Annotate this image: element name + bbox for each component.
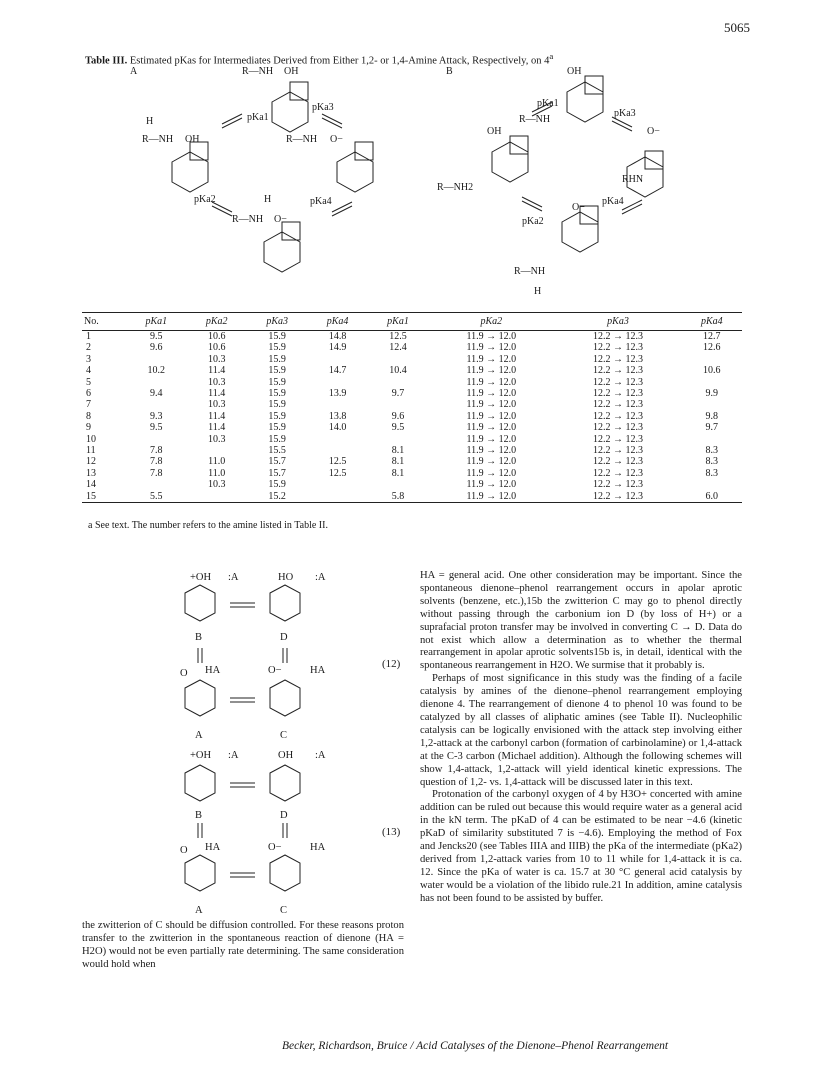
scheme-a-amine-top: R—NH [242, 66, 274, 77]
table-cell: 12.2 → 12.3 [593, 422, 643, 434]
table-cell: 11.9 → 12.0 [466, 433, 517, 445]
table-cell: 11.4 [208, 365, 226, 377]
scheme-b-pka2: pKa2 [522, 216, 544, 227]
running-footer: Becker, Richardson, Bruice / Acid Catalyses of the Dienone–Phenol Rearrangement [282, 1040, 669, 1052]
eq12-label-c: C [280, 730, 288, 741]
table-cell: 14.7 [328, 365, 347, 377]
table-cell [368, 377, 428, 388]
table-row [82, 342, 742, 353]
table-cell: 9.5 [150, 331, 163, 342]
table-cell [307, 479, 367, 490]
table-cell: 12.2 → 12.3 [593, 433, 643, 445]
table-cell: 11.9 → 12.0 [428, 491, 554, 503]
table-cell: 12.2 → 12.3 [593, 479, 643, 491]
table-cell: 12.2 → 12.3 [593, 331, 643, 342]
scheme-a-h-left: H [146, 116, 154, 127]
table-cell: 15.9 [268, 376, 286, 388]
eq13-label-a: A [195, 905, 203, 916]
eq13-ha-1: HA [205, 842, 221, 853]
scheme-b-ominus-bottom: O− [572, 202, 585, 213]
table-cell: 11.9 → 12.0 [466, 353, 517, 365]
scheme-b-rhn: RHN [622, 174, 644, 185]
pka-table [82, 312, 742, 503]
table-cell: 11.9 → 12.0 [466, 422, 517, 434]
table-cell: 15.7 [268, 467, 286, 479]
table-row [82, 422, 742, 433]
eq13-colon-a-1: :A [228, 750, 239, 761]
table-cell: 11.9 → 12.0 [466, 365, 517, 377]
pka-table-header: pKa3 [554, 313, 681, 331]
table-cell: 9.7 [391, 388, 405, 400]
table-cell: 9.7 [705, 422, 719, 434]
table-cell: 5.5 [126, 491, 186, 503]
table-cell [307, 399, 367, 410]
table-cell: 8.3 [705, 467, 719, 479]
pka-table-header: pKa3 [247, 313, 307, 331]
scheme-a-pka3: pKa3 [312, 102, 334, 113]
table-cell: 12.2 → 12.3 [593, 410, 643, 422]
scheme-a-pka1: pKa1 [247, 112, 269, 123]
table-cell: 15.9 [268, 399, 286, 411]
paragraph: HA = general acid. One other consideration may be important. Since the spontaneous dienone–phenol rearrangement occurs in apolar aprotic solvents (benzene, etc.),15b the zwitterion C may go to phenol directly without passing through the carbonium ion D (by loss of H+) or a suprafacial proton transfer may be involved in converting C → D. Data do not exist which allow a determination as to whether the thermal rearrangement in apolar aprotic solvents15b is, in detail, identical with the spontaneous rearrangement in H2O. We surmise that it probably is. [420, 570, 742, 672]
table-cell: 8.1 [391, 456, 405, 468]
table-caption-note-marker: a [549, 51, 554, 61]
table-cell [126, 377, 186, 388]
table-footnote: a See text. The number refers to the amine listed in Table II. [88, 520, 328, 531]
scheme-a-h-bottom: H [264, 194, 272, 205]
equation-number-12: (12) [382, 658, 401, 670]
pka-table-header: pKa1 [368, 313, 428, 331]
table-cell: 14 [86, 479, 96, 491]
table-cell: 10.3 [207, 353, 226, 365]
table-cell: 12.5 [328, 467, 347, 479]
table-cell: 15.9 [268, 479, 286, 491]
table-row [82, 434, 742, 445]
scheme-b-amine2: R—NH2 [437, 182, 474, 193]
scheme-b-pka4: pKa4 [602, 196, 624, 207]
table-cell: 13.9 [328, 388, 347, 400]
table-cell: 9.6 [150, 342, 163, 354]
table-cell: 12.2 → 12.3 [593, 467, 643, 479]
table-cell: 11.9 → 12.0 [466, 456, 517, 468]
table-cell [307, 377, 367, 388]
scheme-b-ominus-right: O− [647, 126, 660, 137]
table-row [82, 388, 742, 399]
table-cell [126, 434, 186, 445]
eq13-colon-a-2: :A [315, 750, 326, 761]
table-cell [682, 354, 742, 365]
table-cell: 15.9 [268, 342, 286, 354]
table-cell: 10.3 [207, 479, 226, 491]
table-cell: 8.1 [391, 445, 405, 457]
table-cell: 10.2 [147, 365, 166, 377]
table-cell [187, 445, 247, 456]
scheme-a-ominus-right: O− [330, 134, 343, 145]
table-cell: 11.9 → 12.0 [466, 479, 517, 491]
table-cell: 11.9 → 12.0 [466, 342, 517, 354]
table-cell: 15.9 [268, 410, 286, 422]
eq12-ominus: O− [268, 665, 282, 676]
table-cell: 15.9 [268, 353, 286, 365]
table-cell: 15.9 [268, 365, 286, 377]
table-cell [307, 434, 367, 445]
scheme-b-pka3: pKa3 [614, 108, 636, 119]
table-cell: 3 [86, 353, 91, 365]
table-cell: 11.9 → 12.0 [466, 331, 517, 342]
scheme-a-oh-left: OH [185, 134, 200, 145]
table-cell: 9.5 [150, 422, 163, 434]
eq12-label-a: A [195, 730, 203, 741]
table-cell: 12.2 → 12.3 [593, 445, 643, 457]
eq12-ohplus: +OH [190, 572, 212, 583]
table-cell: 15.2 [247, 491, 307, 503]
eq13-label-b: B [195, 810, 203, 821]
scheme-a-oh-top: OH [284, 66, 299, 77]
table-cell: 4 [86, 365, 91, 377]
table-cell: 15.9 [268, 433, 286, 445]
table-cell [187, 491, 247, 503]
table-cell: 15.9 [268, 388, 286, 400]
table-cell: 7 [86, 399, 91, 411]
eq12-ho: HO [278, 572, 294, 583]
table-cell: 10 [86, 433, 96, 445]
eq12-ha-1: HA [205, 665, 221, 676]
table-cell: 9.9 [705, 388, 719, 400]
eq13-ohplus: +OH [190, 750, 212, 761]
table-cell: 12.2 → 12.3 [593, 456, 643, 468]
left-column-text [82, 920, 404, 972]
table-caption-text: Estimated pKas for Intermediates Derived from Either 1,2- or 1,4-Amine Attack, Respectively, on 4 [129, 55, 550, 67]
table-cell: 10.3 [207, 399, 226, 411]
table-row [82, 354, 742, 365]
table-row [82, 445, 742, 456]
scheme-b-oh-left: OH [487, 126, 502, 137]
scheme-b-h-bottom: H [534, 286, 542, 297]
table-row [82, 365, 742, 376]
table-cell: 13 [86, 467, 96, 479]
table-row [82, 479, 742, 490]
table-cell: 12.2 → 12.3 [554, 491, 681, 503]
table-cell: 9.6 [391, 410, 405, 422]
table-cell [368, 434, 428, 445]
table-cell [126, 479, 186, 490]
table-cell: 12.5 [389, 331, 407, 342]
table-cell [307, 354, 367, 365]
table-cell: 8.1 [391, 467, 405, 479]
table-cell: 15.7 [268, 456, 286, 468]
table-cell: 9.4 [150, 388, 163, 400]
paragraph: Perhaps of most significance in this study was the finding of a facile catalysis by amines of the dienone–phenol rearrangement employing dienone 4. The rearrangement of dienone 4 to phenol 10 was found to be catalyzed by all classes of aliphatic amines (see Table II). Nucleophilic catalysis can be logically envisioned with the attack step involving either 1,2-attack at the carbonyl carbon (formation of carbinolamine) or 1,4-attack at the C-3 carbon (Michael addition). Although the following schemes will show 1,4-attack, 1,2-attack will yield identical kinetic expressions. The question of 1,2- vs. 1,4-attack will be discussed later in this text. [420, 673, 742, 788]
pka-table-header: pKa4 [682, 313, 742, 331]
scheme-a-amine-left: R—NH [142, 134, 174, 145]
equation-number-13: (13) [382, 826, 401, 838]
table-cell: 11 [86, 445, 96, 457]
table-cell: 15.5 [268, 445, 286, 457]
table-cell: 10.6 [207, 342, 226, 354]
scheme-b-pka1: pKa1 [537, 98, 559, 109]
table-cell: 14.0 [328, 422, 347, 434]
right-column-text [420, 570, 742, 906]
table-cell [682, 479, 742, 490]
eq13-ominus: O− [268, 842, 282, 853]
table-row [82, 331, 742, 343]
table-cell: 12.2 → 12.3 [593, 388, 643, 400]
eq12-label-d: D [280, 632, 288, 643]
table-cell: 12.5 [328, 456, 347, 468]
table-cell: 9.8 [705, 410, 719, 422]
table-cell: 11.0 [208, 467, 226, 479]
table-cell: 11.0 [208, 456, 226, 468]
table-cell: 10.6 [703, 365, 721, 377]
table-cell: 10.3 [207, 433, 226, 445]
eq13-ha-2: HA [310, 842, 326, 853]
table-cell: 12.2 → 12.3 [593, 365, 643, 377]
table-cell: 11.9 → 12.0 [466, 410, 517, 422]
table-cell: 13.8 [328, 410, 347, 422]
table-cell: 11.9 → 12.0 [466, 467, 517, 479]
scheme-a-amine-right: R—NH [286, 134, 318, 145]
scheme-a-amine-bottom: R—NH [232, 214, 264, 225]
eq12-o: O [180, 668, 188, 679]
eq13-label-c: C [280, 905, 288, 916]
table-cell: 8 [86, 410, 91, 422]
table-cell [307, 445, 367, 456]
table-cell [368, 399, 428, 410]
eq12-colon-a-2: :A [315, 572, 326, 583]
table-cell: 11.9 → 12.0 [466, 399, 517, 411]
table-cell: 12.2 → 12.3 [593, 353, 643, 365]
table-cell: 9 [86, 422, 91, 434]
pka-table-header-row [82, 313, 742, 331]
table-cell: 6 [86, 388, 91, 400]
table-cell: 7.8 [150, 456, 163, 468]
table-cell: 5 [86, 376, 91, 388]
scheme-b-amine-bottom: R—NH [514, 266, 546, 277]
table-cell: 10.3 [207, 376, 226, 388]
eq13-o: O [180, 845, 188, 856]
pka-table-header: pKa2 [428, 313, 554, 331]
table-cell [307, 491, 367, 503]
table-cell: 14.8 [328, 331, 347, 342]
table-cell: 11.9 → 12.0 [466, 445, 517, 457]
pka-table-header: No. [82, 313, 126, 331]
table-cell: 7.8 [150, 445, 163, 457]
table-row [82, 468, 742, 479]
eq12-label-b: B [195, 632, 203, 643]
pka-table-header: pKa2 [187, 313, 247, 331]
table-cell: 8.3 [705, 456, 719, 468]
table-cell: 15.9 [268, 422, 286, 434]
table-cell: 10.6 [207, 331, 226, 342]
table-cell: 11.9 → 12.0 [466, 376, 517, 388]
table-cell: 9.3 [150, 410, 163, 422]
table-schemes-figure [82, 62, 742, 310]
table-cell: 12.7 [703, 331, 721, 342]
paragraph: Protonation of the carbonyl oxygen of 4 by H3O+ concerted with amine addition can be ruled out because this would require water as a general acid in the kN term. The pKaD of 4 can be estimated to be near −4.6 (kinetic pKaD of similarity substituted 7 is −4.6). Employing the method of Fox and Jencks20 (see Tables IIIA and IIIB) the pKa of the intermediate (pKa2) derived from 1,2-attack varies from 10 to 11 while for 1,4-attack it is ca. 12. Since the pKa of water is ca. 15.7 at 30 °C general acid catalysis by water would be a violation of the libido rule.21 In addition, amine catalysis has not been found to be assisted by buffer. [420, 789, 742, 904]
table-cell [126, 354, 186, 365]
eq12-colon-a-1: :A [228, 572, 239, 583]
table-cell: 8.3 [705, 445, 719, 457]
table-cell: 5.8 [368, 491, 428, 503]
table-row [82, 491, 742, 503]
scheme-a-ominus-bottom: O− [274, 214, 287, 225]
scheme-a-label: A [130, 66, 138, 77]
paragraph: the zwitterion of C should be diffusion controlled. For these reasons proton transfer to the zwitterion in the spontaneous reaction of dienone (HA = H2O) would not be even partially rate determining. The same consideration would hold when [82, 920, 404, 970]
table-caption-label: Table III. [85, 55, 128, 67]
table-cell: 9.5 [391, 422, 405, 434]
table-cell: 12 [86, 456, 96, 468]
table-cell: 10.4 [389, 365, 407, 377]
table-cell: 12.6 [703, 342, 721, 354]
pka-table-header: pKa1 [126, 313, 186, 331]
table-cell [682, 377, 742, 388]
table-row [82, 399, 742, 410]
table-cell: 11.4 [208, 410, 226, 422]
table-cell: 2 [86, 342, 91, 354]
table-cell [368, 354, 428, 365]
pka-table-header: pKa4 [307, 313, 367, 331]
table-cell [126, 399, 186, 410]
table-cell [682, 399, 742, 410]
table-cell: 12.4 [389, 342, 407, 354]
table-cell: 15.9 [268, 331, 286, 342]
table-cell: 12.2 → 12.3 [593, 342, 643, 354]
table-cell: 1 [86, 331, 91, 342]
table-row [82, 411, 742, 422]
table-cell: 11.9 → 12.0 [466, 388, 517, 400]
equations-figure [170, 568, 390, 918]
eq12-ha-2: HA [310, 665, 326, 676]
table-cell: 12.2 → 12.3 [593, 376, 643, 388]
table-cell [682, 434, 742, 445]
table-row [82, 377, 742, 388]
scheme-b-amine-top: R—NH [519, 114, 551, 125]
scheme-a-pka2: pKa2 [194, 194, 216, 205]
table-cell: 12.2 → 12.3 [593, 399, 643, 411]
table-cell: 15 [82, 491, 126, 503]
table-row [82, 456, 742, 467]
table-cell [368, 479, 428, 490]
table-cell: 11.4 [208, 422, 226, 434]
table-cell: 6.0 [682, 491, 742, 503]
eq13-label-d: D [280, 810, 288, 821]
eq13-oh: OH [278, 750, 294, 761]
page-number: 5065 [724, 20, 750, 35]
scheme-b-oh-top: OH [567, 66, 582, 77]
table-cell: 11.4 [208, 388, 226, 400]
table-cell: 14.9 [328, 342, 347, 354]
table-cell: 7.8 [150, 467, 163, 479]
scheme-a-pka4: pKa4 [310, 196, 332, 207]
scheme-b-label: B [446, 66, 453, 77]
